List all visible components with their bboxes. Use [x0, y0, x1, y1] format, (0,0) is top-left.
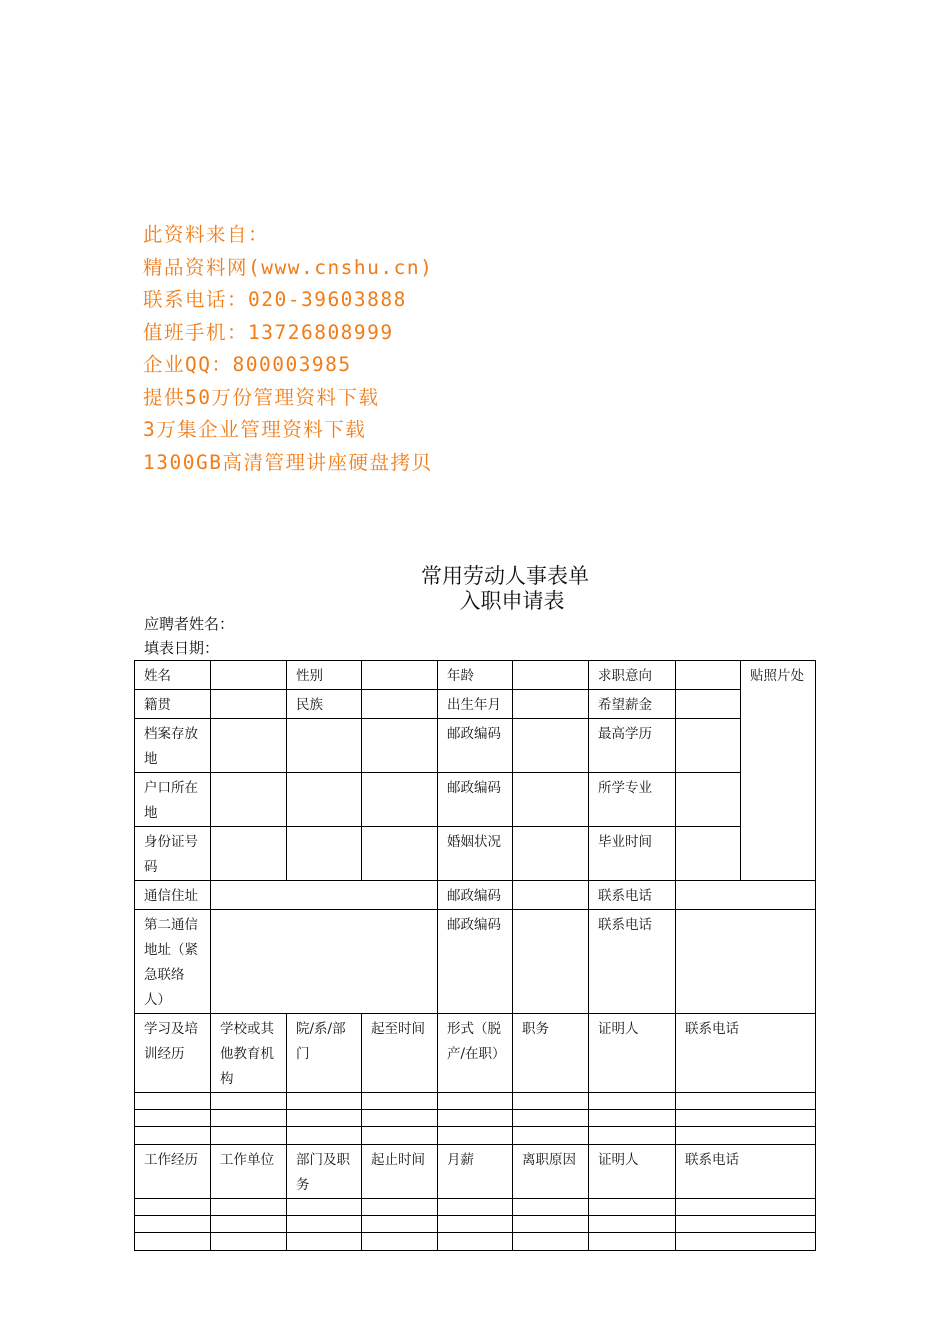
promo-line: 企业QQ：800003985: [143, 353, 352, 376]
header-dept-position: 部门及职务: [287, 1145, 362, 1199]
label-postal-code: 邮政编码: [438, 910, 513, 1014]
input-postal-code[interactable]: [513, 910, 589, 1014]
input-major[interactable]: [676, 773, 741, 827]
cell[interactable]: [513, 1199, 589, 1216]
cell[interactable]: [211, 1127, 287, 1145]
header-form-type: 形式（脱产/在职）: [438, 1014, 513, 1093]
promo-line: 值班手机：13726808999: [143, 320, 394, 344]
cell[interactable]: [438, 1127, 513, 1145]
input-household-location-3[interactable]: [362, 773, 438, 827]
cell[interactable]: [287, 1233, 362, 1251]
cell[interactable]: [287, 1110, 362, 1127]
cell[interactable]: [362, 1199, 438, 1216]
input-marital-status[interactable]: [513, 827, 589, 881]
cell[interactable]: [287, 1216, 362, 1233]
label-work-history: 工作经历: [135, 1145, 211, 1199]
cell[interactable]: [438, 1093, 513, 1110]
table-row: [135, 1233, 816, 1251]
label-contact-phone: 联系电话: [589, 910, 676, 1014]
table-row: [135, 1199, 816, 1216]
cell[interactable]: [362, 1216, 438, 1233]
input-job-intent[interactable]: [676, 661, 741, 690]
label-contact-phone: 联系电话: [589, 881, 676, 910]
cell[interactable]: [589, 1216, 676, 1233]
cell[interactable]: [287, 1127, 362, 1145]
label-expected-salary: 希望薪金: [589, 690, 676, 719]
cell[interactable]: [589, 1233, 676, 1251]
cell[interactable]: [211, 1110, 287, 1127]
cell[interactable]: [287, 1093, 362, 1110]
header-monthly-salary: 月薪: [438, 1145, 513, 1199]
label-second-address: 第二通信地址（紧急联络人）: [135, 910, 211, 1014]
input-graduation-time[interactable]: [676, 827, 741, 881]
table-row: [135, 1216, 816, 1233]
label-mailing-address: 通信住址: [135, 881, 211, 910]
cell[interactable]: [513, 1127, 589, 1145]
cell[interactable]: [135, 1110, 211, 1127]
cell[interactable]: [211, 1216, 287, 1233]
cell[interactable]: [589, 1110, 676, 1127]
cell[interactable]: [676, 1110, 816, 1127]
cell[interactable]: [135, 1127, 211, 1145]
table-row: [135, 1127, 816, 1145]
promo-line: 精品资料网(www.cnshu.cn): [143, 255, 434, 279]
cell[interactable]: [438, 1199, 513, 1216]
label-postal-code: 邮政编码: [438, 773, 513, 827]
label-gender: 性别: [287, 661, 362, 690]
applicant-name-label: 应聘者姓名：: [144, 615, 235, 633]
input-id-number-2[interactable]: [287, 827, 362, 881]
promo-line: 提供50万份管理资料下载: [143, 385, 380, 409]
input-id-number-1[interactable]: [211, 827, 287, 881]
header-employer: 工作单位: [211, 1145, 287, 1199]
cell[interactable]: [513, 1110, 589, 1127]
input-mailing-address[interactable]: [211, 881, 438, 910]
input-expected-salary[interactable]: [676, 690, 741, 719]
input-archive-location-3[interactable]: [362, 719, 438, 773]
cell[interactable]: [513, 1093, 589, 1110]
input-contact-phone[interactable]: [676, 910, 816, 1014]
input-household-location-2[interactable]: [287, 773, 362, 827]
cell[interactable]: [362, 1127, 438, 1145]
cell[interactable]: [676, 1199, 816, 1216]
promo-line: 此资料来自：: [143, 223, 270, 246]
label-birth-date: 出生年月: [438, 690, 513, 719]
cell[interactable]: [513, 1216, 589, 1233]
header-contact-phone: 联系电话: [676, 1014, 816, 1093]
label-native-place: 籍贯: [135, 690, 211, 719]
fill-date-label: 填表日期：: [144, 639, 220, 657]
cell[interactable]: [589, 1093, 676, 1110]
label-job-intent: 求职意向: [589, 661, 676, 690]
label-major: 所学专业: [589, 773, 676, 827]
table-row: [135, 1110, 816, 1127]
header-school: 学校或其他教育机构: [211, 1014, 287, 1093]
label-highest-degree: 最高学历: [589, 719, 676, 773]
label-name: 姓名: [135, 661, 211, 690]
header-department: 院/系/部门: [287, 1014, 362, 1093]
cell[interactable]: [676, 1127, 816, 1145]
cell[interactable]: [438, 1233, 513, 1251]
input-postal-code[interactable]: [513, 773, 589, 827]
input-highest-degree[interactable]: [676, 719, 741, 773]
input-id-number-3[interactable]: [362, 827, 438, 881]
cell[interactable]: [211, 1199, 287, 1216]
cell[interactable]: [135, 1233, 211, 1251]
cell[interactable]: [513, 1233, 589, 1251]
cell[interactable]: [362, 1110, 438, 1127]
input-second-address[interactable]: [211, 910, 438, 1014]
header-contact-phone: 联系电话: [676, 1145, 816, 1199]
label-marital-status: 婚姻状况: [438, 827, 513, 881]
header-leave-reason: 离职原因: [513, 1145, 589, 1199]
cell[interactable]: [287, 1199, 362, 1216]
cell[interactable]: [211, 1233, 287, 1251]
photo-area: 贴照片处: [741, 661, 816, 881]
header-position: 职务: [513, 1014, 589, 1093]
cell[interactable]: [135, 1199, 211, 1216]
label-id-number: 身份证号码: [135, 827, 211, 881]
input-archive-location-2[interactable]: [287, 719, 362, 773]
cell[interactable]: [135, 1093, 211, 1110]
cell[interactable]: [362, 1093, 438, 1110]
label-age: 年龄: [438, 661, 513, 690]
input-name[interactable]: [211, 661, 287, 690]
header-work-period: 起止时间: [362, 1145, 438, 1199]
input-household-location-1[interactable]: [211, 773, 287, 827]
input-age[interactable]: [513, 661, 589, 690]
cell[interactable]: [438, 1216, 513, 1233]
cell[interactable]: [676, 1233, 816, 1251]
cell[interactable]: [211, 1093, 287, 1110]
table-row: [135, 1093, 816, 1110]
label-postal-code: 邮政编码: [438, 881, 513, 910]
input-birth-date[interactable]: [513, 690, 589, 719]
header-period: 起至时间: [362, 1014, 438, 1093]
input-gender[interactable]: [362, 661, 438, 690]
input-ethnicity[interactable]: [362, 690, 438, 719]
header-witness: 证明人: [589, 1014, 676, 1093]
label-education-history: 学习及培训经历: [135, 1014, 211, 1093]
promo-block: [143, 219, 433, 479]
cell[interactable]: [589, 1199, 676, 1216]
page-title: 常用劳动人事表单: [421, 564, 589, 588]
form-subtitle: 入职申请表: [459, 589, 565, 613]
label-ethnicity: 民族: [287, 690, 362, 719]
input-postal-code[interactable]: [513, 719, 589, 773]
promo-line: 3万集企业管理资料下载: [143, 418, 367, 441]
header-witness: 证明人: [589, 1145, 676, 1199]
cell[interactable]: [362, 1233, 438, 1251]
cell[interactable]: [589, 1127, 676, 1145]
input-postal-code[interactable]: [513, 881, 589, 910]
cell[interactable]: [135, 1216, 211, 1233]
label-archive-location: 档案存放地: [135, 719, 211, 773]
input-contact-phone[interactable]: [676, 881, 816, 910]
promo-line: 联系电话：020-39603888: [143, 288, 407, 311]
input-native-place[interactable]: [211, 690, 287, 719]
promo-line: 1300GB高清管理讲座硬盘拷贝: [143, 450, 433, 474]
label-graduation-time: 毕业时间: [589, 827, 676, 881]
label-household-location: 户口所在地: [135, 773, 211, 827]
cell[interactable]: [676, 1093, 816, 1110]
cell[interactable]: [676, 1216, 816, 1233]
input-archive-location-1[interactable]: [211, 719, 287, 773]
cell[interactable]: [438, 1110, 513, 1127]
application-form-table: [134, 660, 816, 1251]
label-postal-code: 邮政编码: [438, 719, 513, 773]
